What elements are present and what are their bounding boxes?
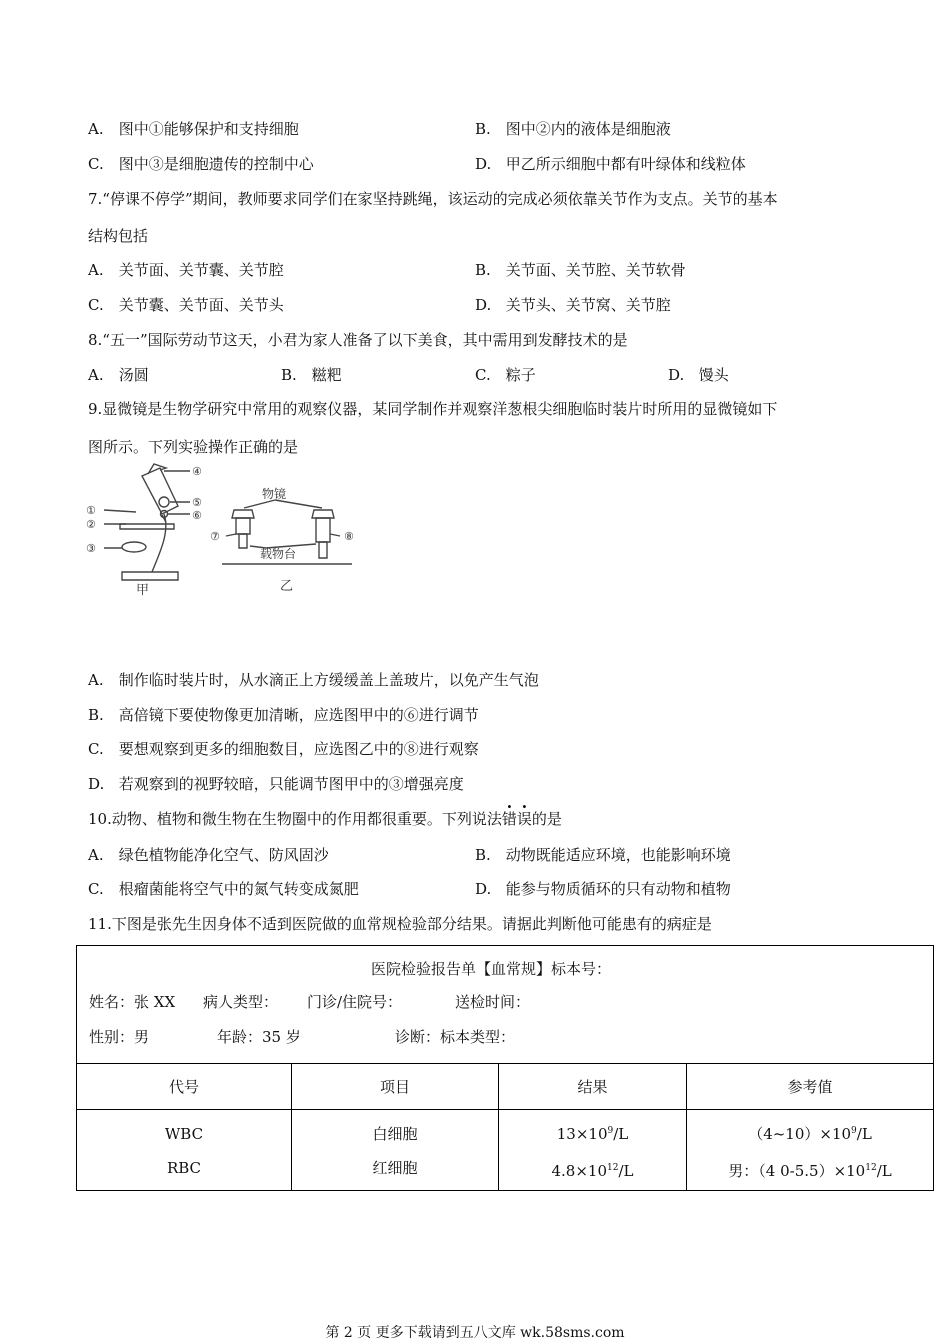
q7-option-b: B. 关节面、关节腔、关节软骨 (475, 261, 686, 279)
q10-option-b: B. 动物既能适应环境，也能影响环境 (475, 846, 731, 864)
col-header-result: 结果 (499, 1064, 687, 1110)
label-4: ④ (192, 465, 202, 478)
q9-option-a: A. 制作临时装片时，从水滴正上方缓缓盖上盖玻片，以免产生气泡 (88, 671, 539, 689)
emphasis-char-2: 误 (516, 810, 532, 828)
q8-option-d: D. 馒头 (668, 366, 729, 384)
label-8: ⑧ (344, 530, 354, 543)
label-5: ⑤ (192, 496, 202, 509)
q8-option-c: C. 粽子 (475, 366, 536, 384)
q9-option-c: C. 要想观察到更多的细胞数目，应选图乙中的⑧进行观察 (88, 740, 479, 758)
q11-stem: 11.下图是张先生因身体不适到医院做的血常规检验部分结果。请据此判断他可能患有的病症是 (88, 915, 712, 933)
q10-option-a: A. 绿色植物能净化空气、防风固沙 (88, 846, 329, 864)
q9-option-b: B. 高倍镜下要使物像更加清晰，应选图甲中的⑥进行调节 (88, 706, 479, 724)
q6-option-d: D. 甲乙所示细胞中都有叶绿体和线粒体 (475, 155, 746, 173)
table-cell-codes (77, 1110, 292, 1192)
col-header-item: 项目 (292, 1064, 499, 1110)
col-header-reference: 参考值 (687, 1064, 934, 1110)
table-cell-items (292, 1110, 499, 1192)
q7-stem-line1: 7.“停课不停学”期间，教师要求同学们在家坚持跳绳，该运动的完成必须依靠关节作为支点。关节的基本 (88, 190, 778, 208)
q8-stem: 8.“五一”国际劳动节这天，小君为家人准备了以下美食，其中需用到发酵技术的是 (88, 331, 628, 349)
result-wbc: $13\times 10^9/L$ (556, 1124, 629, 1143)
ref-rbc: 男：（4 $0-5.5)\times 10^{12}/L$ (728, 1161, 892, 1180)
microscope-base (122, 572, 178, 580)
label-yi: 乙 (280, 579, 294, 594)
q7-option-c: C. 关节囊、关节面、关节头 (88, 296, 284, 314)
report-patient-type: 病人类型： (203, 993, 279, 1011)
item-wbc: 白细胞 (372, 1124, 418, 1143)
label-7: ⑦ (210, 530, 220, 543)
item-rbc: 红细胞 (372, 1158, 418, 1177)
q9-stem-line1: 9.显微镜是生物学研究中常用的观察仪器，某同学制作并观察洋葱根尖细胞临时装片时所用的显微镜如下 (88, 400, 778, 418)
report-title: 医院检验报告单【血常规】标本号： (371, 960, 612, 978)
q6-option-b: B. 图中②内的液体是细胞液 (475, 120, 671, 138)
label-jia: 甲 (136, 583, 150, 597)
label-1: ① (86, 504, 96, 517)
microscope-mirror (122, 542, 146, 552)
q9-stem-line2: 图所示。下列实验操作正确的是 (88, 438, 299, 456)
report-name: 姓名：张 XX (89, 993, 176, 1011)
label-2: ② (86, 518, 96, 531)
report-clinic: 门诊/住院号： (307, 993, 403, 1011)
lab-report (76, 945, 934, 1191)
label-stage: 载物台 (260, 547, 297, 561)
microscope-tube (142, 468, 178, 514)
microscope-arm (152, 514, 166, 572)
report-gender: 性别：男 (89, 1028, 150, 1046)
label-objective: 物镜 (262, 487, 287, 501)
report-sent-time: 送检时间： (455, 993, 531, 1011)
q10-option-c: C. 根瘤菌能将空气中的氮气转变成氮肥 (88, 880, 359, 898)
code-rbc: RBC (166, 1158, 202, 1177)
col-header-code: 代号 (77, 1064, 292, 1110)
q6-option-a: A. 图中①能够保护和支持细胞 (88, 120, 299, 138)
microscope-figure (82, 462, 382, 597)
ref-wbc: $(4\sim 10)\times 10^9/L$ (748, 1124, 872, 1143)
code-wbc: WBC (164, 1124, 204, 1143)
label-6: ⑥ (192, 509, 202, 522)
q9-option-d: D. 若观察到的视野较暗，只能调节图甲中的③增强亮度 (88, 775, 464, 793)
report-diagnosis: 诊断：标本类型： (395, 1028, 516, 1046)
q8-option-b: B. 糍粑 (281, 366, 342, 384)
table-cell-references (687, 1110, 934, 1192)
q7-option-d: D. 关节头、关节窝、关节腔 (475, 296, 671, 314)
page-footer: 第 2 页 更多下载请到五八文库 wk.58sms.com (325, 1325, 625, 1341)
report-age: 年龄：35 岁 (217, 1028, 301, 1046)
q7-stem-line2: 结构包括 (88, 227, 149, 245)
q7-option-a: A. 关节面、关节囊、关节腔 (88, 261, 284, 279)
coarse-knob (159, 497, 169, 507)
q8-option-a: A. 汤圆 (88, 366, 149, 384)
q6-option-c: C. 图中③是细胞遗传的控制中心 (88, 155, 314, 173)
result-rbc: $4.8\times 10^{12}/L$ (551, 1161, 634, 1180)
emphasis-char-1: 错 (501, 810, 517, 828)
table-cell-results (499, 1110, 687, 1192)
q10-option-d: D. 能参与物质循环的只有动物和植物 (475, 880, 731, 898)
q10-stem: 10.动物、植物和微生物在生物圈中的作用都很重要。下列说法错误的是 (88, 810, 562, 828)
blood-test-table (77, 1063, 933, 1191)
label-3: ③ (86, 542, 96, 555)
